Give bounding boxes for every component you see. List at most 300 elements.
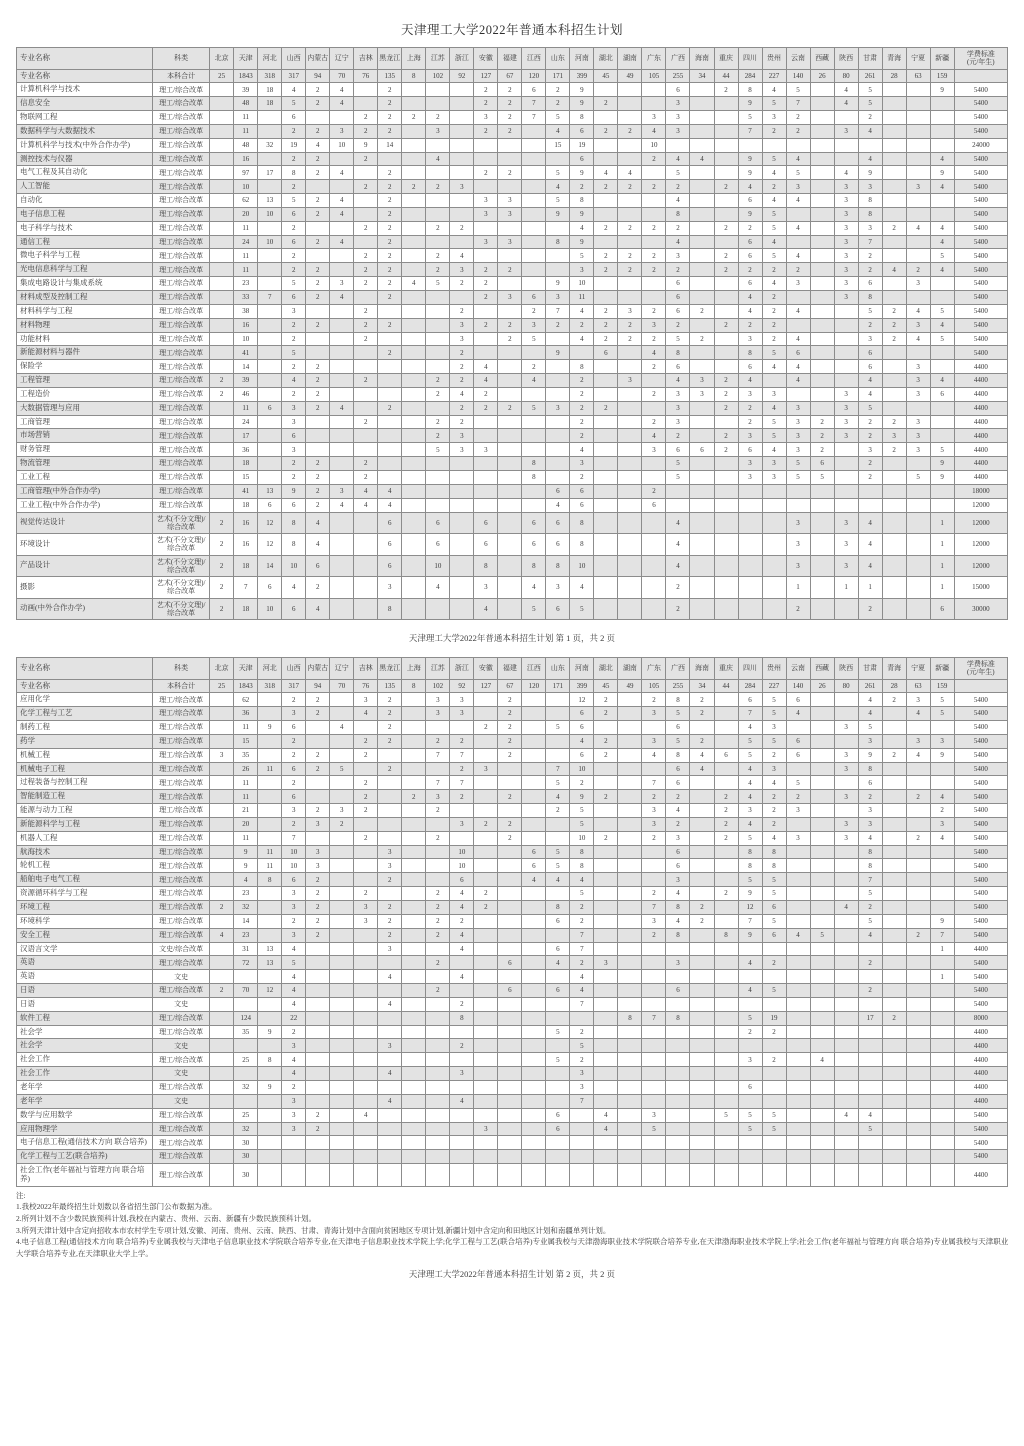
plan-count-cell	[450, 1136, 474, 1150]
plan-count-cell	[522, 734, 546, 748]
plan-count-cell: 2	[594, 180, 618, 194]
plan-count-cell	[402, 1150, 426, 1164]
category-cell: 理工/综合改革	[153, 180, 210, 194]
major-name-cell: 电子科学与技术	[17, 221, 153, 235]
plan-count-cell: 6	[306, 555, 330, 577]
plan-count-cell: 4	[834, 901, 858, 915]
plan-count-cell: 2	[882, 748, 906, 762]
plan-count-cell: 3	[906, 318, 930, 332]
plan-count-cell: 2	[618, 221, 642, 235]
plan-count-cell: 7	[642, 901, 666, 915]
plan-count-cell	[762, 1150, 786, 1164]
plan-count-cell: 6	[282, 207, 306, 221]
plan-count-cell: 17	[258, 166, 282, 180]
plan-count-cell	[690, 194, 714, 208]
plan-count-cell	[786, 887, 810, 901]
plan-count-cell: 2	[378, 401, 402, 415]
plan-count-cell	[930, 360, 954, 374]
province-header-江西: 江西	[522, 658, 546, 680]
category-cell: 理工/综合改革	[153, 831, 210, 845]
plan-count-cell: 5	[762, 707, 786, 721]
total-cell-江西: 120	[522, 69, 546, 83]
plan-count-cell: 6	[378, 555, 402, 577]
plan-count-cell: 3	[474, 194, 498, 208]
category-cell: 理工/综合改革	[153, 124, 210, 138]
plan-count-cell	[450, 984, 474, 998]
plan-count-cell: 2	[474, 83, 498, 97]
plan-count-cell	[762, 138, 786, 152]
plan-count-cell	[402, 831, 426, 845]
plan-count-cell: 2	[618, 332, 642, 346]
category-cell: 理工/综合改革	[153, 1136, 210, 1150]
plan-count-cell: 2	[474, 97, 498, 111]
plan-count-cell: 4	[738, 984, 762, 998]
plan-count-cell: 6	[570, 124, 594, 138]
plan-count-cell	[834, 443, 858, 457]
plan-count-cell	[450, 138, 474, 152]
plan-count-cell: 2	[882, 304, 906, 318]
plan-count-cell: 2	[450, 914, 474, 928]
plan-count-cell: 32	[258, 138, 282, 152]
plan-count-cell	[762, 970, 786, 984]
category-cell: 艺术(不分文理)/综合改革	[153, 512, 210, 534]
fee-cell: 5400	[954, 845, 1007, 859]
plan-count-cell	[210, 111, 234, 125]
plan-count-cell	[522, 817, 546, 831]
plan-count-cell: 10	[570, 555, 594, 577]
plan-count-cell	[426, 360, 450, 374]
major-row	[17, 263, 1008, 277]
plan-count-cell: 4	[858, 693, 882, 707]
plan-count-cell: 9	[570, 790, 594, 804]
plan-count-cell	[930, 194, 954, 208]
plan-count-cell: 4	[762, 83, 786, 97]
plan-count-cell	[834, 693, 858, 707]
plan-count-cell: 2	[546, 97, 570, 111]
plan-count-cell: 2	[378, 721, 402, 735]
province-header-内蒙古: 内蒙古	[306, 48, 330, 70]
fee-cell: 4400	[954, 1094, 1007, 1108]
plan-count-cell: 4	[906, 748, 930, 762]
plan-count-cell: 2	[642, 304, 666, 318]
plan-count-cell: 2	[402, 180, 426, 194]
plan-count-cell: 9	[930, 83, 954, 97]
plan-count-cell: 2	[378, 97, 402, 111]
plan-count-cell: 5	[858, 304, 882, 318]
plan-count-cell	[498, 970, 522, 984]
plan-count-cell: 2	[594, 263, 618, 277]
province-header-吉林: 吉林	[354, 658, 378, 680]
plan-count-cell: 3	[378, 845, 402, 859]
plan-count-cell: 3	[282, 1108, 306, 1122]
plan-count-cell: 2	[354, 415, 378, 429]
plan-count-cell: 21	[234, 804, 258, 818]
plan-count-cell	[306, 221, 330, 235]
plan-count-cell	[378, 956, 402, 970]
plan-count-cell: 9	[234, 845, 258, 859]
plan-count-cell: 4	[858, 152, 882, 166]
plan-count-cell	[906, 1122, 930, 1136]
plan-count-cell	[714, 1067, 738, 1081]
plan-count-cell: 4	[738, 291, 762, 305]
plan-count-cell	[810, 498, 834, 512]
plan-count-cell	[930, 111, 954, 125]
plan-count-cell: 2	[690, 914, 714, 928]
plan-count-cell	[810, 1108, 834, 1122]
plan-count-cell	[354, 928, 378, 942]
plan-count-cell	[354, 1067, 378, 1081]
plan-count-cell: 4	[930, 318, 954, 332]
plan-count-cell: 4	[738, 776, 762, 790]
plan-count-cell	[882, 555, 906, 577]
plan-count-cell	[786, 762, 810, 776]
plan-count-cell: 48	[234, 97, 258, 111]
plan-count-cell: 4	[378, 997, 402, 1011]
plan-count-cell	[546, 429, 570, 443]
plan-count-cell	[906, 762, 930, 776]
plan-count-cell	[330, 776, 354, 790]
plan-count-cell	[786, 318, 810, 332]
plan-count-cell: 5	[930, 707, 954, 721]
plan-count-cell: 5	[786, 457, 810, 471]
plan-count-cell: 3	[906, 180, 930, 194]
plan-count-cell: 6	[786, 693, 810, 707]
plan-count-cell	[786, 997, 810, 1011]
plan-count-cell: 2	[306, 318, 330, 332]
plan-count-cell: 3	[762, 762, 786, 776]
category-cell: 理工/综合改革	[153, 401, 210, 415]
plan-count-cell	[834, 942, 858, 956]
plan-count-cell: 8	[618, 1011, 642, 1025]
plan-count-cell: 4	[282, 984, 306, 998]
plan-count-cell	[594, 152, 618, 166]
plan-count-cell	[762, 1094, 786, 1108]
category-cell: 理工/综合改革	[153, 415, 210, 429]
plan-count-cell	[906, 887, 930, 901]
plan-count-cell	[642, 277, 666, 291]
plan-count-cell	[210, 762, 234, 776]
plan-count-cell	[450, 512, 474, 534]
plan-count-cell	[834, 1164, 858, 1187]
plan-count-cell	[810, 776, 834, 790]
fee-cell: 24000	[954, 138, 1007, 152]
plan-count-cell	[522, 1053, 546, 1067]
plan-count-cell	[714, 194, 738, 208]
plan-count-cell	[426, 721, 450, 735]
total-cell-内蒙古: 94	[306, 69, 330, 83]
plan-count-cell: 2	[714, 429, 738, 443]
plan-count-cell	[498, 498, 522, 512]
plan-count-cell: 6	[570, 707, 594, 721]
plan-count-cell	[522, 748, 546, 762]
plan-count-cell	[330, 970, 354, 984]
plan-count-cell: 8	[258, 873, 282, 887]
major-row	[17, 166, 1008, 180]
plan-count-cell	[426, 1039, 450, 1053]
plan-count-cell	[930, 873, 954, 887]
plan-count-cell	[474, 304, 498, 318]
plan-count-cell: 4	[666, 374, 690, 388]
plan-count-cell	[786, 484, 810, 498]
plan-count-cell: 9	[546, 277, 570, 291]
plan-count-cell	[930, 776, 954, 790]
plan-count-cell: 8	[666, 346, 690, 360]
plan-count-cell	[858, 970, 882, 984]
plan-count-cell: 2	[210, 387, 234, 401]
plan-count-cell	[834, 152, 858, 166]
plan-count-cell: 6	[282, 598, 306, 620]
plan-count-cell: 4	[570, 734, 594, 748]
plan-count-cell	[210, 401, 234, 415]
total-label-cell: 本科合计	[153, 679, 210, 693]
plan-count-cell: 8	[546, 555, 570, 577]
plan-count-cell: 6	[666, 859, 690, 873]
plan-count-cell: 2	[378, 291, 402, 305]
plan-count-cell: 3	[834, 831, 858, 845]
plan-count-cell	[402, 83, 426, 97]
plan-count-cell	[402, 138, 426, 152]
plan-count-cell	[258, 1094, 282, 1108]
plan-count-cell: 6	[570, 721, 594, 735]
plan-count-cell: 11	[234, 124, 258, 138]
plan-count-cell	[810, 1150, 834, 1164]
plan-count-cell	[618, 534, 642, 556]
plan-count-cell	[618, 1067, 642, 1081]
plan-count-cell: 13	[258, 942, 282, 956]
plan-count-cell	[642, 942, 666, 956]
plan-count-cell	[594, 415, 618, 429]
plan-count-cell	[618, 928, 642, 942]
plan-count-cell	[882, 83, 906, 97]
plan-count-cell	[642, 577, 666, 599]
plan-count-cell: 2	[594, 332, 618, 346]
plan-count-cell	[618, 207, 642, 221]
plan-count-cell	[402, 887, 426, 901]
plan-count-cell: 3	[666, 124, 690, 138]
plan-count-cell: 4	[738, 304, 762, 318]
total-cell-河南: 399	[570, 69, 594, 83]
plan-count-cell	[930, 401, 954, 415]
plan-count-cell	[714, 693, 738, 707]
plan-count-cell: 5	[858, 401, 882, 415]
plan-count-cell: 2	[282, 221, 306, 235]
plan-count-cell	[714, 415, 738, 429]
plan-count-cell: 4	[306, 512, 330, 534]
plan-count-cell	[930, 291, 954, 305]
plan-count-cell	[570, 1136, 594, 1150]
plan-count-cell	[450, 577, 474, 599]
plan-count-cell	[210, 914, 234, 928]
notes-list	[16, 1201, 1010, 1259]
plan-count-cell	[690, 512, 714, 534]
plan-count-cell: 5	[426, 277, 450, 291]
plan-count-cell: 2	[882, 415, 906, 429]
plan-count-cell	[210, 180, 234, 194]
major-row	[17, 928, 1008, 942]
plan-count-cell	[762, 1164, 786, 1187]
plan-count-cell: 2	[762, 332, 786, 346]
plan-count-cell	[714, 498, 738, 512]
major-row	[17, 1039, 1008, 1053]
major-name-cell: 软件工程	[17, 1011, 153, 1025]
province-header-湖北: 湖北	[594, 48, 618, 70]
plan-count-cell	[882, 1164, 906, 1187]
major-name-cell: 过程装备与控制工程	[17, 776, 153, 790]
plan-count-cell: 2	[306, 263, 330, 277]
plan-count-cell: 3	[834, 249, 858, 263]
plan-count-cell: 8	[666, 1011, 690, 1025]
plan-count-cell: 2	[714, 249, 738, 263]
plan-count-cell: 11	[234, 776, 258, 790]
plan-count-cell: 6	[546, 484, 570, 498]
plan-count-cell	[354, 512, 378, 534]
plan-count-cell: 5	[762, 152, 786, 166]
major-name-header: 专业名称	[17, 658, 153, 680]
plan-count-cell	[234, 1067, 258, 1081]
plan-count-cell	[354, 984, 378, 998]
plan-count-cell	[810, 1122, 834, 1136]
major-name-cell: 船舶电子电气工程	[17, 873, 153, 887]
plan-count-cell: 4	[810, 1053, 834, 1067]
plan-count-cell	[882, 845, 906, 859]
plan-count-cell: 10	[234, 332, 258, 346]
plan-count-cell: 8	[522, 470, 546, 484]
plan-count-cell: 3	[906, 277, 930, 291]
plan-count-cell	[474, 748, 498, 762]
plan-count-cell: 2	[306, 1108, 330, 1122]
plan-count-cell	[522, 152, 546, 166]
plan-count-cell: 2	[354, 887, 378, 901]
plan-count-cell	[594, 1011, 618, 1025]
major-name-cell: 市场营销	[17, 429, 153, 443]
plan-count-cell	[258, 111, 282, 125]
plan-count-cell	[714, 1053, 738, 1067]
plan-count-cell: 3	[738, 387, 762, 401]
total-cell-重庆: 44	[714, 69, 738, 83]
plan-count-cell: 2	[666, 790, 690, 804]
plan-count-cell	[810, 332, 834, 346]
plan-count-cell	[906, 555, 930, 577]
plan-count-cell	[210, 221, 234, 235]
plan-count-cell: 6	[738, 693, 762, 707]
plan-count-cell	[738, 512, 762, 534]
major-name-cell: 英语	[17, 956, 153, 970]
plan-count-cell: 3	[450, 707, 474, 721]
plan-count-cell: 2	[306, 914, 330, 928]
plan-count-cell	[858, 484, 882, 498]
plan-count-cell	[882, 901, 906, 915]
plan-count-cell	[834, 346, 858, 360]
total-cell-上海: 8	[402, 679, 426, 693]
plan-count-cell: 4	[738, 374, 762, 388]
plan-count-cell: 5	[858, 914, 882, 928]
plan-count-cell: 3	[786, 512, 810, 534]
province-header-宁夏: 宁夏	[906, 658, 930, 680]
plan-count-cell	[594, 1039, 618, 1053]
major-row	[17, 734, 1008, 748]
plan-count-cell	[714, 984, 738, 998]
major-row	[17, 1025, 1008, 1039]
plan-count-cell	[834, 997, 858, 1011]
plan-count-cell: 3	[642, 707, 666, 721]
plan-count-cell: 2	[714, 887, 738, 901]
plan-count-cell: 2	[282, 318, 306, 332]
major-row	[17, 470, 1008, 484]
plan-count-cell	[618, 443, 642, 457]
plan-count-cell: 5	[738, 831, 762, 845]
plan-count-cell	[690, 831, 714, 845]
plan-count-cell	[378, 152, 402, 166]
plan-count-cell	[618, 346, 642, 360]
plan-count-cell	[546, 693, 570, 707]
plan-count-cell	[810, 831, 834, 845]
plan-count-cell	[882, 762, 906, 776]
plan-count-cell	[426, 1122, 450, 1136]
category-cell: 理工/综合改革	[153, 734, 210, 748]
plan-count-cell	[354, 83, 378, 97]
category-cell: 理工/综合改革	[153, 291, 210, 305]
plan-count-cell: 2	[570, 318, 594, 332]
plan-count-cell	[690, 1164, 714, 1187]
plan-count-cell	[642, 555, 666, 577]
plan-count-cell: 4	[738, 762, 762, 776]
plan-count-cell: 6	[738, 194, 762, 208]
plan-count-cell	[930, 277, 954, 291]
plan-count-cell	[690, 221, 714, 235]
plan-count-cell: 2	[858, 470, 882, 484]
plan-count-cell: 6	[546, 914, 570, 928]
fee-cell: 4400	[954, 1164, 1007, 1187]
plan-count-cell: 10	[282, 845, 306, 859]
plan-count-cell: 2	[666, 180, 690, 194]
plan-count-cell: 3	[474, 1122, 498, 1136]
plan-count-cell: 2	[426, 984, 450, 998]
plan-count-cell: 2	[858, 111, 882, 125]
plan-count-cell: 3	[834, 221, 858, 235]
major-name-cell: 数学与应用数学	[17, 1108, 153, 1122]
major-row	[17, 956, 1008, 970]
plan-count-cell	[546, 1080, 570, 1094]
plan-count-cell: 2	[858, 263, 882, 277]
plan-count-cell	[306, 346, 330, 360]
plan-count-cell	[714, 1025, 738, 1039]
major-name-cell: 信息安全	[17, 97, 153, 111]
plan-count-cell: 30	[234, 1150, 258, 1164]
plan-count-cell: 24	[234, 235, 258, 249]
plan-count-cell: 2	[714, 180, 738, 194]
plan-count-cell: 9	[570, 83, 594, 97]
plan-count-cell	[210, 124, 234, 138]
fee-cell: 30000	[954, 598, 1007, 620]
total-cell-上海: 8	[402, 69, 426, 83]
plan-count-cell	[330, 1108, 354, 1122]
plan-count-cell	[642, 457, 666, 471]
plan-count-cell: 2	[882, 318, 906, 332]
plan-count-cell: 4	[378, 484, 402, 498]
plan-count-cell: 5	[930, 304, 954, 318]
plan-count-cell	[786, 817, 810, 831]
plan-count-cell: 2	[762, 124, 786, 138]
fee-cell: 5400	[954, 166, 1007, 180]
plan-count-cell: 5	[522, 401, 546, 415]
major-name-subheader: 专业名称	[17, 679, 153, 693]
plan-count-cell: 4	[594, 166, 618, 180]
plan-count-cell: 5	[714, 1108, 738, 1122]
plan-count-cell	[594, 928, 618, 942]
totals-row	[17, 69, 1008, 83]
plan-count-cell	[810, 512, 834, 534]
plan-count-cell	[930, 1094, 954, 1108]
